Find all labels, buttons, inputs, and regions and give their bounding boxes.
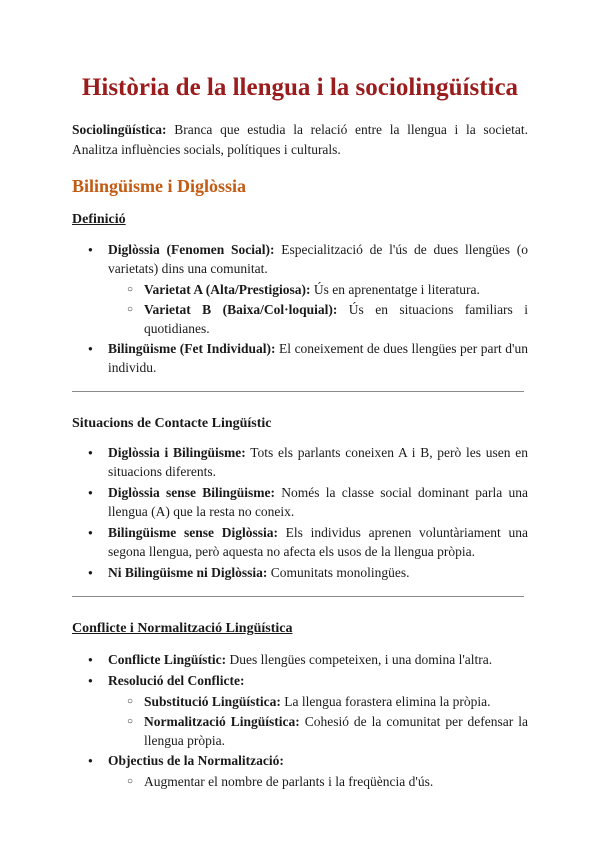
item-text: Ús en situacions familiars i quotidianes. xyxy=(144,302,528,336)
item-text: Comunitats monolingües. xyxy=(267,565,410,580)
intro-term: Sociolingüística: xyxy=(72,122,167,137)
list-item xyxy=(72,523,528,561)
item-term: Substitució Lingüística: xyxy=(144,694,281,709)
subheading-definicio: Definició xyxy=(72,212,126,227)
list-item xyxy=(72,650,528,669)
intro-text: Branca que estudia la relació entre la llengua i la societat. Analitza influències socials, polítiques i culturals. xyxy=(72,122,528,157)
list-item xyxy=(72,483,528,521)
item-text: La llengua forastera elimina la pròpia. xyxy=(280,694,491,709)
section-heading-conflicte: Conflicte i Normalització Lingüística xyxy=(72,621,293,636)
item-term: Bilingüisme sense Diglòssia: xyxy=(108,525,278,540)
item-term: Conflicte Lingüístic: xyxy=(108,652,227,667)
conflicte-list xyxy=(72,650,528,792)
item-term: Diglòssia (Fenomen Social): xyxy=(108,242,275,257)
item-term: Diglòssia i Bilingüisme: xyxy=(108,445,246,460)
list-item xyxy=(72,563,528,582)
item-text: Tots els parlants coneixen A i B, però les usen en situacions diferents. xyxy=(108,445,528,479)
item-text: Especialització de l'ús de dues llengües (o varietats) dins una comunitat. xyxy=(108,242,528,276)
intro-paragraph xyxy=(72,120,528,160)
list-item xyxy=(72,339,528,377)
item-term: Normalització Lingüística: xyxy=(144,714,300,729)
horizontal-divider xyxy=(72,596,524,597)
item-text: Els individus aprenen voluntàriament una segona llengua, però aquesta no afecta els usos de la llengua pròpia. xyxy=(108,525,528,559)
list-item xyxy=(72,751,528,770)
item-term: Diglòssia sense Bilingüisme: xyxy=(108,485,276,500)
definicio-list xyxy=(72,240,528,379)
item-text: Dues llengües competeixen, i una domina l'altra. xyxy=(226,652,493,667)
item-term: Objectius de la Normalització: xyxy=(108,753,284,768)
item-text: Augmentar el nombre de parlants i la freqüència d'ús. xyxy=(144,774,434,789)
sub-list-item xyxy=(72,712,528,750)
item-text: El coneixement de dues llengües per part d'un individu. xyxy=(108,341,528,375)
list-item xyxy=(72,443,528,481)
horizontal-divider xyxy=(72,391,524,392)
item-term: Varietat A (Alta/Prestigiosa): xyxy=(144,282,311,297)
item-text: Només la classe social dominant parla una llengua (A) que la resta no coneix. xyxy=(108,485,528,519)
sub-list-item xyxy=(72,300,528,338)
item-term: Resolució del Conflicte: xyxy=(108,673,245,688)
situacions-list xyxy=(72,443,528,584)
item-term: Bilingüisme (Fet Individual): xyxy=(108,341,276,356)
list-item xyxy=(72,671,528,690)
subheading-situacions: Situacions de Contacte Lingüístic xyxy=(72,416,272,431)
item-text: Cohesió de la comunitat per defensar la llengua pròpia. xyxy=(144,714,528,748)
section-heading-bilinguisme: Bilingüisme i Diglòssia xyxy=(72,176,247,196)
item-term: Varietat B (Baixa/Col·loquial): xyxy=(144,302,338,317)
page-title: Història de la llengua i la sociolingüística xyxy=(81,74,519,101)
list-item xyxy=(72,240,528,278)
item-text: Ús en aprenentatge i literatura. xyxy=(310,282,480,297)
sub-list-item xyxy=(72,772,528,791)
sub-list-item xyxy=(72,280,528,299)
item-term: Ni Bilingüisme ni Diglòssia: xyxy=(108,565,268,580)
sub-list-item xyxy=(72,692,528,711)
